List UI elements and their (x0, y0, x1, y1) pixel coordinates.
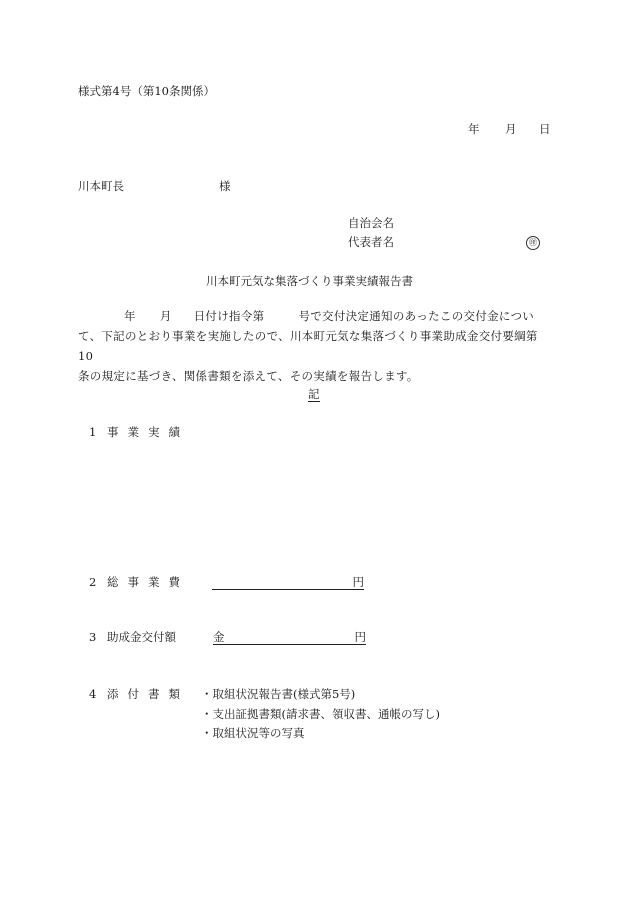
document-title: 川本町元気な集落づくり事業実績報告書 (206, 274, 413, 288)
attachment-item: ・取組状況等の写真 (201, 726, 305, 740)
addressee-honorific: 様 (219, 179, 231, 193)
addressee-name: 川本町長 (78, 179, 124, 193)
grant-amount-field[interactable] (213, 632, 366, 645)
item-4-label: 添付書類 (107, 687, 189, 701)
form-number: 様式第4号（第10条関係） (78, 84, 215, 98)
body-line-3: 条の規定に基づき、関係書類を添えて、その実績を報告します。 (78, 369, 419, 383)
item-1-number: 1 (89, 425, 97, 439)
item-3-label: 助成金交付額 (107, 630, 176, 644)
total-cost-field[interactable] (212, 577, 364, 590)
item-4-number: 4 (89, 687, 97, 701)
date-year-label: 年 (468, 122, 480, 136)
total-cost-unit: 円 (352, 575, 364, 589)
body-line-1 (78, 306, 552, 326)
seal-mark-icon: ㊞ (526, 236, 540, 250)
body-text-2: 号で交付決定通知のあったこの交付金につい (298, 309, 535, 323)
item-3-number: 3 (89, 630, 97, 644)
date-day-label: 日 (539, 122, 551, 136)
body-line-2: て、下記のとおり事業を実施したので、川本町元気な集落づくり事業助成金交付要綱第10 (78, 329, 538, 363)
item-1-label: 事業実績 (107, 425, 189, 439)
org-name-label: 自治会名 (348, 216, 394, 230)
item-2-label: 総事業費 (107, 575, 189, 589)
grant-amount-unit: 円 (354, 630, 366, 644)
body-text-1: 日付け指令第 (193, 309, 265, 323)
representative-label: 代表者名 (348, 235, 394, 249)
body-paragraph (78, 306, 552, 386)
date-month-label: 月 (505, 122, 517, 136)
attachment-item: ・支出証拠書類(請求書、領収書、通帳の写し) (201, 707, 440, 721)
body-year: 年 (124, 309, 136, 323)
ki-heading: 記 (308, 387, 320, 401)
item-2-number: 2 (89, 575, 97, 589)
grant-amount-prefix: 金 (213, 630, 225, 644)
attachment-item: ・取組状況報告書(様式第5号) (201, 687, 356, 701)
body-month: 月 (159, 309, 172, 323)
